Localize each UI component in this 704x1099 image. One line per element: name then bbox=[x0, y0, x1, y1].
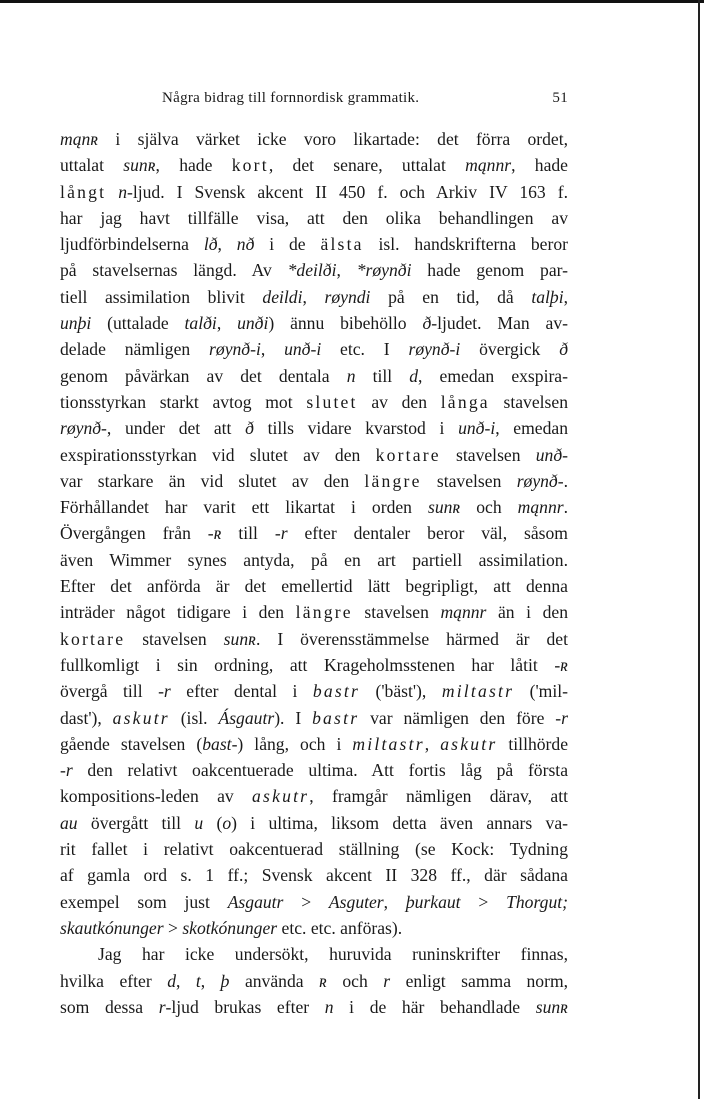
italic-term: -ʀ bbox=[554, 654, 568, 675]
text-run: , bbox=[336, 260, 357, 281]
italic-term: -r bbox=[274, 523, 288, 544]
italic-term: miltastr bbox=[441, 681, 515, 702]
italic-term: sunʀ bbox=[123, 155, 156, 176]
italic-term: t bbox=[195, 970, 201, 991]
text-run: , bbox=[217, 234, 237, 255]
text-run: av den bbox=[357, 391, 441, 412]
text-line bbox=[60, 757, 568, 783]
text-run: har jag havt tillfälle visa, att den olika behandlingen av bbox=[60, 207, 568, 228]
text-run: ) lång, och i bbox=[237, 733, 353, 754]
italic-term: røynð-i bbox=[209, 339, 261, 360]
italic-term: deildi bbox=[262, 286, 303, 307]
italic-term: bastr bbox=[312, 707, 360, 728]
text-run: > bbox=[460, 891, 507, 912]
page-number: 51 bbox=[552, 90, 568, 106]
italic-term: askutr bbox=[112, 707, 170, 728]
text-line bbox=[60, 231, 568, 257]
text-run: fullkomligt i sin ordning, att Krageholmsstenen har låtit bbox=[60, 654, 555, 675]
italic-term: skautkónunger bbox=[60, 917, 164, 938]
text-line bbox=[60, 626, 568, 652]
italic-term: ð bbox=[245, 418, 254, 439]
text-run: enligt samma norm, bbox=[390, 970, 569, 991]
text-run: som dessa bbox=[60, 996, 159, 1017]
italic-term: sunʀ bbox=[223, 628, 256, 649]
text-line bbox=[60, 705, 568, 731]
text-run: i själva värket icke voro likartade: det förra ordet, bbox=[98, 129, 568, 149]
text-run: långt bbox=[60, 181, 107, 202]
text-run: , bbox=[200, 970, 221, 991]
italic-term: þurkaut bbox=[405, 891, 461, 912]
text-run: ('bäst'), bbox=[360, 681, 442, 702]
text-run: använda bbox=[229, 970, 320, 991]
italic-term: miltastr bbox=[352, 733, 425, 754]
italic-term: Asguter bbox=[328, 891, 384, 912]
text-run: efter dental i bbox=[170, 681, 313, 702]
text-line bbox=[60, 468, 568, 494]
italic-term: røyndi bbox=[324, 286, 371, 307]
text-run: dast'), bbox=[60, 707, 113, 728]
italic-term: ʀ bbox=[319, 970, 327, 991]
italic-term: røynð-i bbox=[408, 339, 461, 360]
italic-term: -r bbox=[158, 681, 171, 702]
text-run: , hade bbox=[511, 155, 568, 176]
italic-term: mąnʀ bbox=[60, 129, 99, 149]
text-run: . I överensstämmelse härmed är det bbox=[255, 628, 568, 649]
page-edge-right bbox=[698, 0, 700, 1099]
text-run: tills vidare kvarstod i bbox=[253, 418, 459, 439]
italic-term: n bbox=[346, 365, 356, 386]
italic-term: unð- bbox=[535, 444, 568, 465]
text-run: , hade bbox=[155, 155, 232, 176]
text-run: gående stavelsen ( bbox=[60, 733, 203, 754]
italic-term: sunʀ bbox=[535, 996, 568, 1017]
text-run: efter dentaler beror väl, såsom bbox=[287, 523, 568, 544]
text-run: tiell assimilation blivit bbox=[60, 286, 263, 307]
text-line bbox=[60, 915, 568, 941]
text-run: isl. handskrifterna beror bbox=[363, 234, 568, 255]
italic-term: røynð- bbox=[60, 418, 107, 439]
italic-term: mąnnr bbox=[517, 497, 564, 518]
text-line bbox=[60, 810, 568, 836]
text-run: > bbox=[163, 917, 183, 938]
text-line bbox=[60, 363, 568, 389]
text-run: på stavelsernas längd. Av bbox=[60, 260, 288, 281]
italic-term: unði bbox=[237, 313, 269, 334]
text-run: , bbox=[424, 733, 441, 754]
text-run: hade genom par- bbox=[411, 260, 569, 281]
text-run: , under det att bbox=[106, 418, 246, 439]
text-line bbox=[60, 310, 568, 336]
text-line bbox=[60, 547, 568, 573]
italic-term: Ásgautr bbox=[218, 707, 275, 728]
text-run: till bbox=[355, 365, 410, 386]
text-line bbox=[60, 573, 568, 599]
text-run: , det senare, uttalat bbox=[268, 155, 466, 176]
text-run: var nämligen den före bbox=[359, 707, 556, 728]
text-run: den relativt oakcentuerade ultima. Att fortis låg på första bbox=[72, 760, 568, 781]
text-run: i de bbox=[254, 234, 321, 255]
text-run: stavelsen bbox=[421, 470, 517, 491]
text-line bbox=[60, 442, 568, 468]
text-run: ( bbox=[203, 812, 223, 833]
text-run: (isl. bbox=[169, 707, 219, 728]
text-line bbox=[60, 205, 568, 231]
italic-term: u bbox=[194, 812, 204, 833]
text-run: -ljudet. Man av- bbox=[431, 313, 569, 334]
text-line bbox=[60, 941, 568, 967]
text-run bbox=[106, 182, 118, 202]
text-run: var starkare än vid slutet av den bbox=[60, 470, 365, 491]
text-run: tionsstyrkan starkt avtog mot bbox=[60, 391, 307, 412]
text-run: , bbox=[260, 339, 285, 360]
italic-term: d bbox=[409, 365, 419, 386]
italic-term: askutr bbox=[252, 786, 310, 807]
text-line bbox=[60, 731, 568, 757]
text-run: till bbox=[221, 523, 275, 544]
text-run: genom påvärkan av det dentala bbox=[60, 365, 347, 386]
text-line bbox=[60, 336, 568, 362]
text-run: Efter det anförda är det emellertid lätt begripligt, att denna bbox=[60, 576, 568, 597]
text-line bbox=[60, 494, 568, 520]
text-run: , bbox=[383, 891, 406, 912]
text-run: . bbox=[563, 497, 568, 518]
italic-term: ð bbox=[559, 339, 568, 360]
text-run: inträder något tidigare i den bbox=[60, 602, 296, 623]
text-line bbox=[60, 152, 568, 178]
italic-term: r bbox=[383, 970, 391, 991]
text-run: etc. I bbox=[321, 339, 409, 360]
italic-term: skotkónunger bbox=[182, 917, 278, 938]
italic-term: o bbox=[222, 812, 232, 833]
text-run: uttalat bbox=[60, 155, 124, 176]
text-run: och bbox=[326, 970, 384, 991]
italic-term: askutr bbox=[440, 733, 498, 754]
text-run: , bbox=[302, 286, 325, 307]
text-run: Övergången från bbox=[60, 523, 208, 544]
text-line bbox=[60, 889, 568, 915]
text-line bbox=[60, 179, 568, 205]
italic-term: bast- bbox=[202, 733, 238, 754]
text-line bbox=[60, 257, 568, 283]
text-line bbox=[60, 599, 568, 625]
text-line bbox=[60, 389, 568, 415]
text-line bbox=[60, 415, 568, 441]
italic-term: lð bbox=[203, 234, 218, 255]
text-run: älsta bbox=[320, 234, 364, 255]
italic-term: Thorgut; bbox=[506, 891, 568, 912]
text-run: övergå till bbox=[60, 681, 159, 702]
italic-term: talþi bbox=[531, 286, 564, 307]
text-run: ) i ultima, liksom detta även annars va- bbox=[231, 812, 569, 833]
text-line bbox=[60, 678, 568, 704]
text-run: övergick bbox=[460, 339, 560, 360]
italic-term: talði bbox=[184, 313, 217, 334]
text-run: delade nämligen bbox=[60, 339, 210, 360]
running-title: Några bidrag till fornnordisk grammatik. bbox=[162, 90, 420, 106]
page-edge-top bbox=[0, 0, 704, 3]
italic-term: unþi bbox=[60, 313, 92, 334]
italic-term: mąnnr bbox=[440, 602, 487, 623]
italic-term: ð bbox=[422, 313, 432, 334]
text-run: stavelsen bbox=[352, 602, 441, 623]
text-run: än i den bbox=[486, 602, 568, 623]
text-run: långa bbox=[440, 391, 490, 412]
text-run: exspirationsstyrkan vid slutet av den bbox=[60, 444, 376, 465]
text-run: rit fallet i relativt oakcentuerad ställning (se Kock: Tydning bbox=[60, 839, 568, 860]
text-run: (uttalade bbox=[91, 313, 185, 334]
italic-term: þ bbox=[220, 970, 230, 991]
text-line bbox=[60, 126, 568, 152]
text-line bbox=[60, 284, 568, 310]
text-line bbox=[60, 994, 568, 1020]
text-run: Förhållandet har varit ett likartat i orden bbox=[60, 497, 428, 518]
text-run: , bbox=[216, 313, 238, 334]
italic-term: au bbox=[60, 812, 78, 833]
text-run: och bbox=[460, 497, 518, 518]
text-run: hvilka efter bbox=[60, 970, 168, 991]
text-line bbox=[60, 520, 568, 546]
text-run: ('mil- bbox=[514, 681, 569, 702]
text-run: ljudförbindelserna bbox=[60, 234, 204, 255]
text-line bbox=[60, 652, 568, 678]
italic-term: sunʀ bbox=[427, 497, 461, 518]
text-run: -ljud. I Svensk akcent II 450 f. och Arkiv IV 163 f. bbox=[127, 181, 568, 202]
text-run: , framgår nämligen därav, att bbox=[309, 786, 568, 807]
text-run: > bbox=[283, 891, 329, 912]
text-run: tillhörde bbox=[497, 733, 569, 754]
text-run: ) ännu bibehöllo bbox=[268, 313, 423, 334]
text-run: kortare bbox=[60, 628, 126, 649]
text-run: längre bbox=[364, 470, 422, 491]
text-run: , emedan bbox=[495, 418, 568, 439]
text-run: af gamla ord s. 1 ff.; Svensk akcent II 328 ff., där sådana bbox=[60, 865, 568, 886]
text-line bbox=[60, 968, 568, 994]
italic-term: røynð- bbox=[516, 470, 564, 491]
text-run: stavelsen bbox=[489, 391, 569, 412]
italic-term: -ʀ bbox=[207, 523, 222, 544]
italic-term: bastr bbox=[312, 681, 361, 702]
text-run: Jag har icke undersökt, huruvida runinskrifter finnas, bbox=[98, 944, 568, 965]
text-run: i de här behandlade bbox=[333, 996, 536, 1017]
text-run: övergått till bbox=[77, 812, 195, 833]
italic-term: unð-i bbox=[458, 418, 496, 439]
italic-term: -r bbox=[60, 760, 73, 781]
text-run: kompositions-leden av bbox=[60, 786, 253, 807]
text-run: stavelsen bbox=[125, 628, 224, 649]
text-run: , bbox=[563, 286, 569, 307]
text-run: kortare bbox=[375, 444, 441, 465]
text-run: även Wimmer synes antyda, på en art partiell assimilation. bbox=[60, 549, 568, 570]
italic-term: mąnnr bbox=[465, 155, 512, 176]
italic-term: *deilði bbox=[287, 260, 337, 281]
text-run: kort bbox=[231, 155, 269, 176]
italic-term: Asgautr bbox=[227, 891, 284, 912]
italic-term: n bbox=[324, 996, 334, 1017]
text-line bbox=[60, 862, 568, 888]
text-run: , bbox=[175, 970, 196, 991]
text-run: slutet bbox=[306, 391, 358, 412]
body-text bbox=[60, 126, 568, 1020]
text-run: på en tid, då bbox=[370, 286, 532, 307]
italic-term: unð-i bbox=[284, 339, 322, 360]
italic-term: r bbox=[158, 996, 166, 1017]
italic-term: d bbox=[167, 970, 176, 991]
text-run: exempel som just bbox=[60, 891, 228, 912]
text-run: stavelsen bbox=[440, 444, 536, 465]
italic-term: -r bbox=[555, 707, 568, 728]
text-run: etc. etc. anföras). bbox=[277, 917, 403, 938]
text-line bbox=[60, 783, 568, 809]
italic-term: n bbox=[118, 181, 127, 202]
text-run: . bbox=[563, 470, 568, 491]
italic-term: *røynði bbox=[356, 260, 412, 281]
text-run: -ljud brukas efter bbox=[165, 996, 325, 1017]
text-run: , emedan exspira- bbox=[418, 365, 568, 386]
text-run: ). I bbox=[274, 707, 313, 728]
italic-term: nð bbox=[236, 234, 255, 255]
text-run: längre bbox=[295, 602, 353, 623]
text-line bbox=[60, 836, 568, 862]
